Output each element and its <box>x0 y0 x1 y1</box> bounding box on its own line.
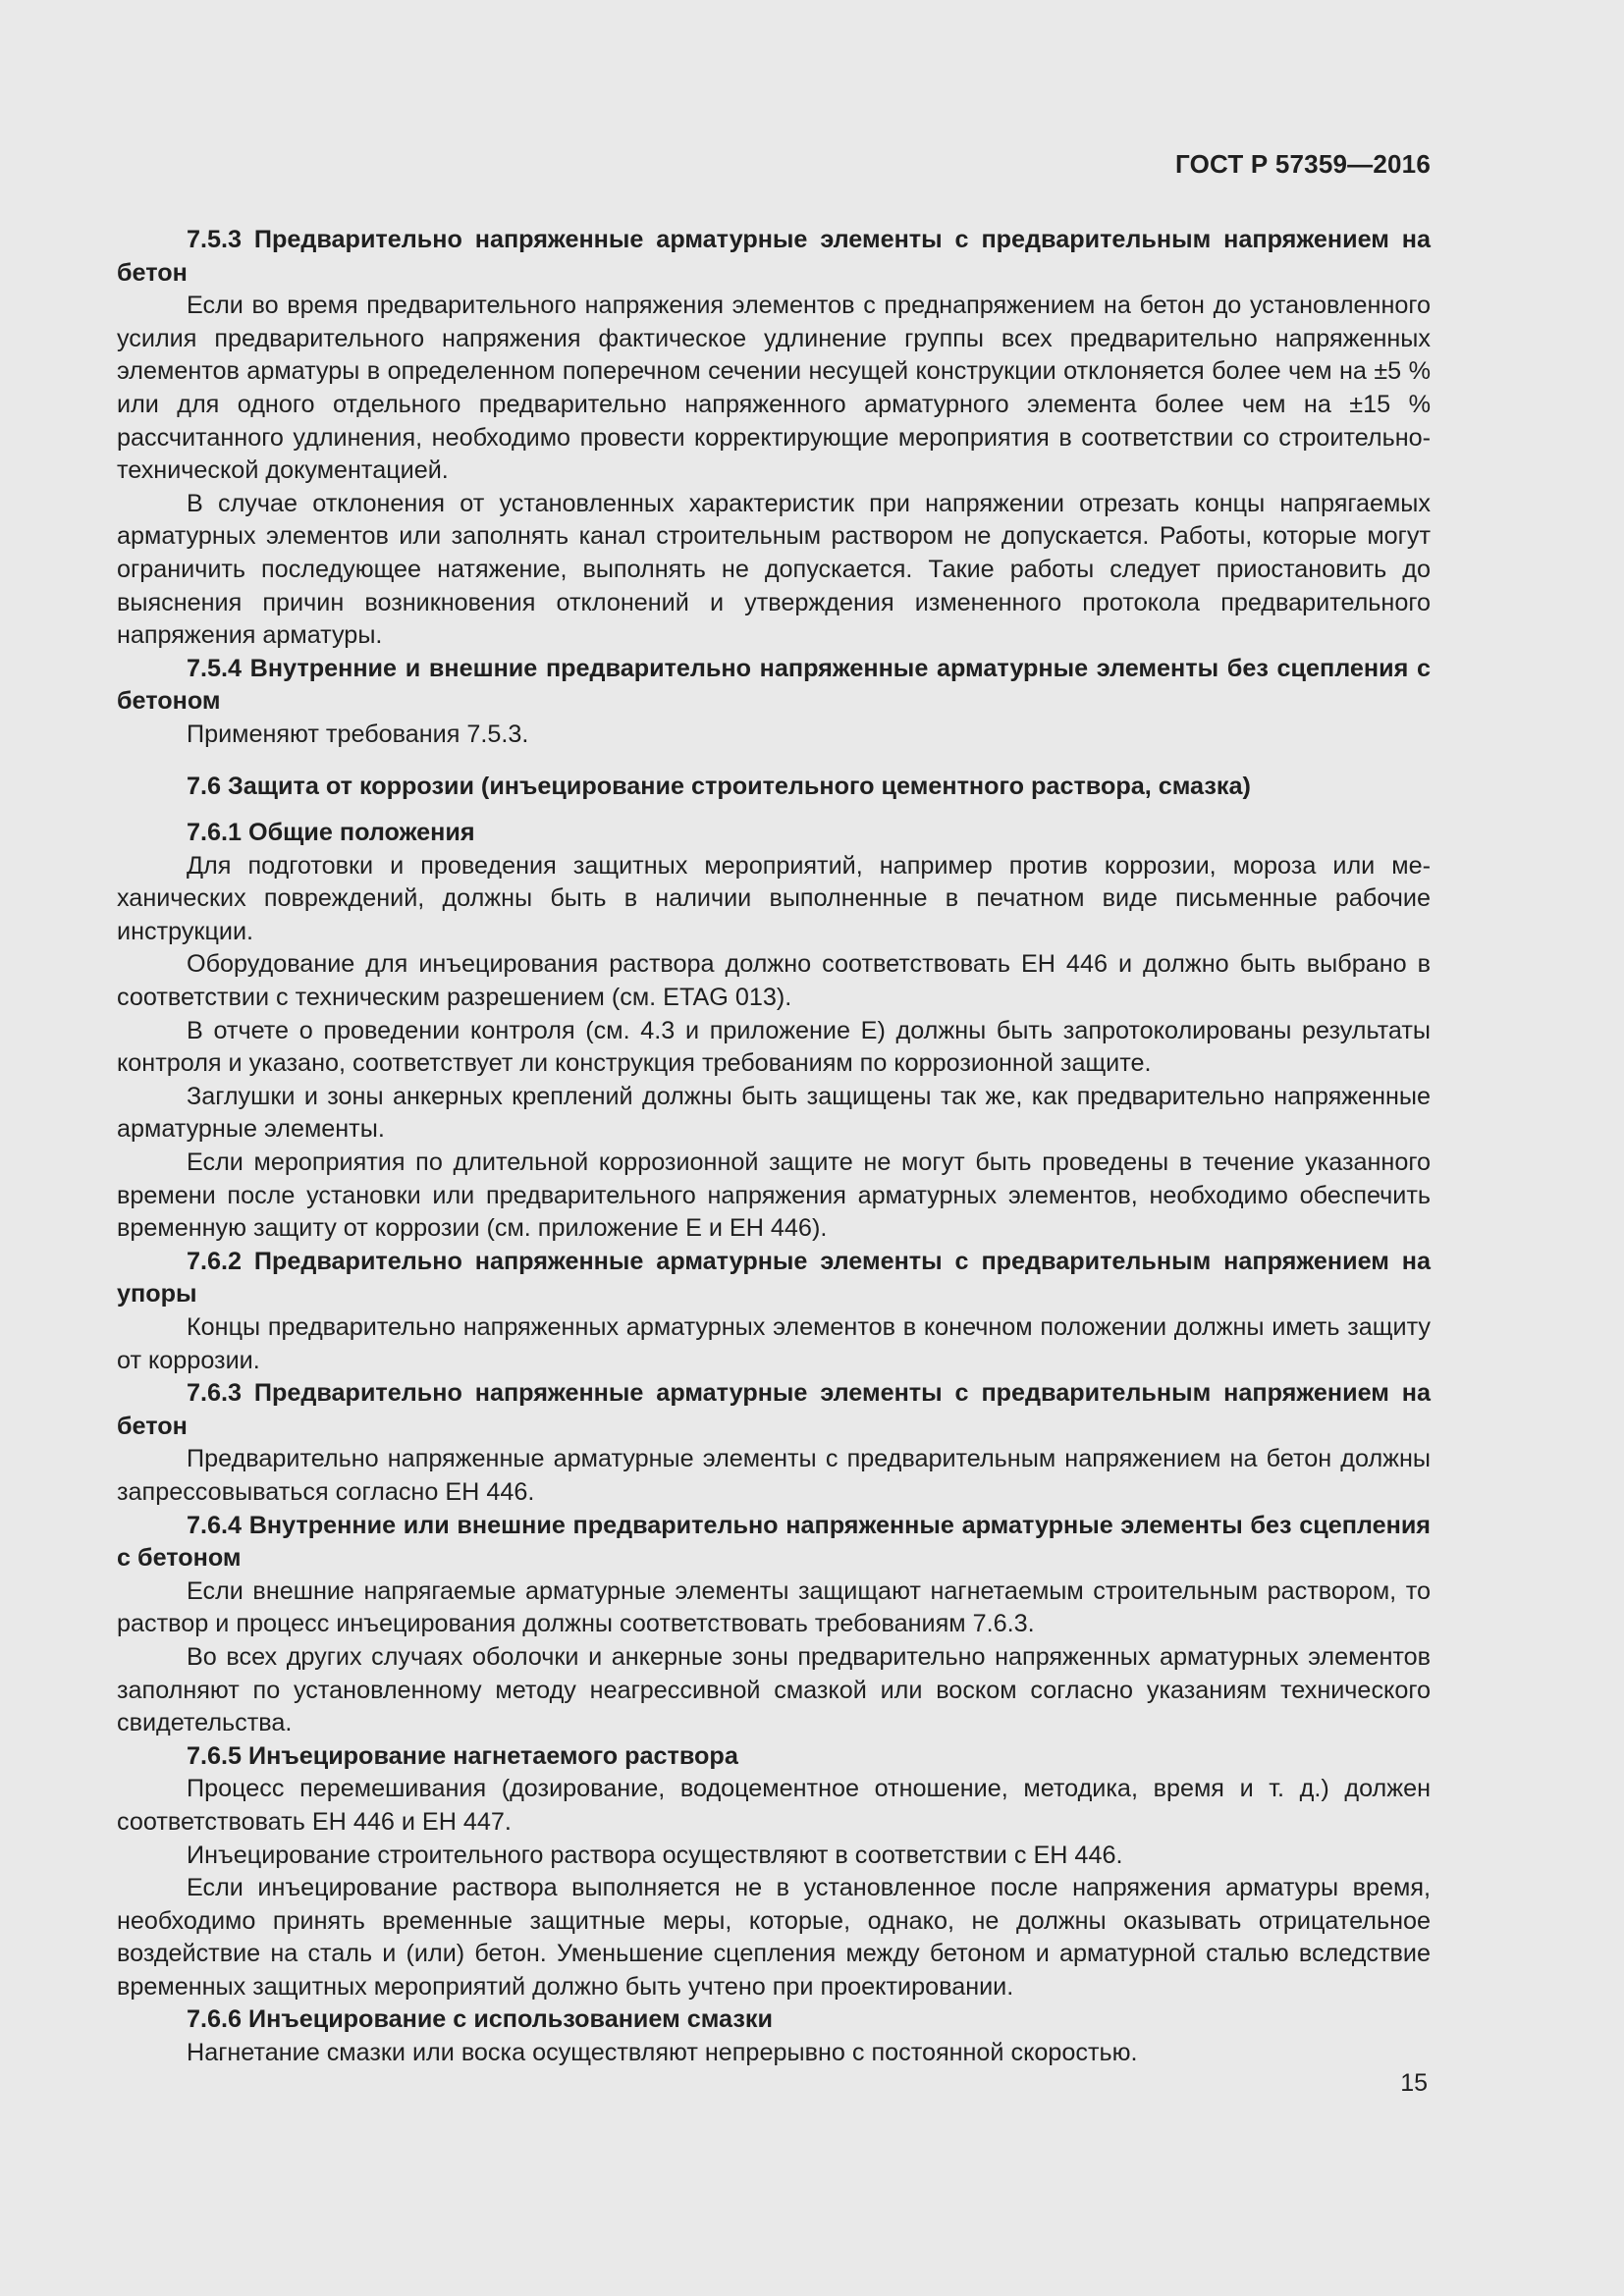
paragraph: Нагнетание смазки или воска осуществляют непрерывно с постоянной скоростью. <box>187 2039 1138 2067</box>
heading-7-5-3: 7.5.3 Предварительно напряженные арматурные элементы с предварительным напряжением на бетон <box>117 226 1431 287</box>
paragraph: В случае отклонения от установленных характеристик при напряжении отрезать концы напрягаемых арматурных элементов или заполнять канал строительным раствором не допускается. Работы, которые могут ограничить последующее натяжение, выполнять не допускается. Такие работы следует приостановить до выяснения причин возникновения отклонений и утверждения измененного протокола предварительного напряжения арматуры. <box>117 489 1431 650</box>
document-body <box>117 224 1431 2070</box>
paragraph: Инъецирование строительного раствора осуществляют в соответствии с ЕН 446. <box>187 1841 1123 1869</box>
paragraph: Во всех других случаях оболочки и анкерные зоны предварительно напряженных арматурных элементов заполняют по установленному методу неагрессивной смазкой или воском согласно указаниям технического свидетельства. <box>117 1642 1431 1737</box>
heading-7-6-6: 7.6.6 Инъецирование с использованием смазки <box>187 2005 773 2034</box>
heading-7-6-3: 7.6.3 Предварительно напряженные арматурные элементы с предварительным напряжением на бетон <box>117 1379 1431 1440</box>
heading-7-6-4: 7.6.4 Внутренние или внешние предварительно напряженные арматурные элементы без сцепления с бетоном <box>117 1511 1431 1573</box>
paragraph: В отчете о проведении контроля (см. 4.3 и приложение Е) должны быть запротоколированы результаты контроля и указано, соответствует ли конструкция требованиям по коррозионной защите. <box>117 1016 1431 1078</box>
paragraph: Применяют требования 7.5.3. <box>187 720 529 748</box>
heading-7-6: 7.6 Защита от коррозии (инъецирование строительного цементного раствора, смазка) <box>187 772 1251 800</box>
heading-7-5-4: 7.5.4 Внутренние и внешние предварительно напряженные арматурные элементы без сцепления с бетоном <box>117 654 1431 716</box>
paragraph: Для подготовки и проведения защитных мероприятий, например против коррозии, мороза или механических повреждений, должны быть в наличии выполненные в печатном виде письменные рабочие инструкции. <box>117 851 1431 945</box>
paragraph: Предварительно напряженные арматурные элементы с предварительным напряжением на бетон должны запрессовываться согласно ЕН 446. <box>117 1445 1431 1506</box>
paragraph: Процесс перемешивания (дозирование, водоцементное отношение, методика, время и т. д.) должен соответствовать ЕН 446 и ЕН 447. <box>117 1775 1431 1836</box>
heading-7-6-5: 7.6.5 Инъецирование нагнетаемого раствора <box>187 1741 738 1770</box>
paragraph: Концы предварительно напряженных арматурных элементов в конечном положении должны иметь защиту от коррозии. <box>117 1313 1431 1374</box>
heading-7-6-2: 7.6.2 Предварительно напряженные арматурные элементы с предварительным напряжением на упоры <box>117 1247 1431 1308</box>
heading-7-6-1: 7.6.1 Общие положения <box>187 819 475 847</box>
paragraph: Если мероприятия по длительной коррозионной защите не могут быть проведены в течение указанного времени после установки или предварительного напряжения арматурных элементов, необходимо обеспечить временную защиту от коррозии (см. приложение Е и ЕН 446). <box>117 1148 1431 1243</box>
paragraph: Если внешние напрягаемые арматурные элементы защищают нагнетаемым строительным раствором, то раствор и процесс инъецирования должны соответствовать требованиям 7.6.3. <box>117 1576 1431 1638</box>
paragraph: Если инъецирование раствора выполняется не в установленное после напряжения арматуры время, необходимо принять временные защитные меры, которые, однако, не должны оказывать отрицательное воздействие на сталь и (или) бетон. Уменьшение сцепления между бетоном и арматурной сталью вследствие временных защитных мероприятий должно быть учтено при проектировании. <box>117 1874 1431 2001</box>
paragraph: Оборудование для инъецирования раствора должно соответствовать ЕН 446 и должно быть выбрано в соответствии с техническим разрешением (см. ETAG 013). <box>117 950 1431 1012</box>
paragraph: Заглушки и зоны анкерных креплений должны быть защищены так же, как предварительно напряженные арматурные элементы. <box>117 1082 1431 1144</box>
document-header: ГОСТ Р 57359—2016 <box>1175 149 1431 179</box>
page-number: 15 <box>1400 2069 1428 2097</box>
paragraph: Если во время предварительного напряжения элементов с преднапряжением на бетон до установленного усилия предварительного напряжения фактическое удлинение группы всех предварительно напряженных элементов арматуры в определенном поперечном сечении несущей конструкции отклоняется более чем на ±5 % или для одного отдельного предварительно напряженного арматурного элемента более чем на ±15 % рассчитанного удлинения, необходимо провести корректирующие мероприятия в соответствии со строительно-технической документацией. <box>117 292 1431 485</box>
